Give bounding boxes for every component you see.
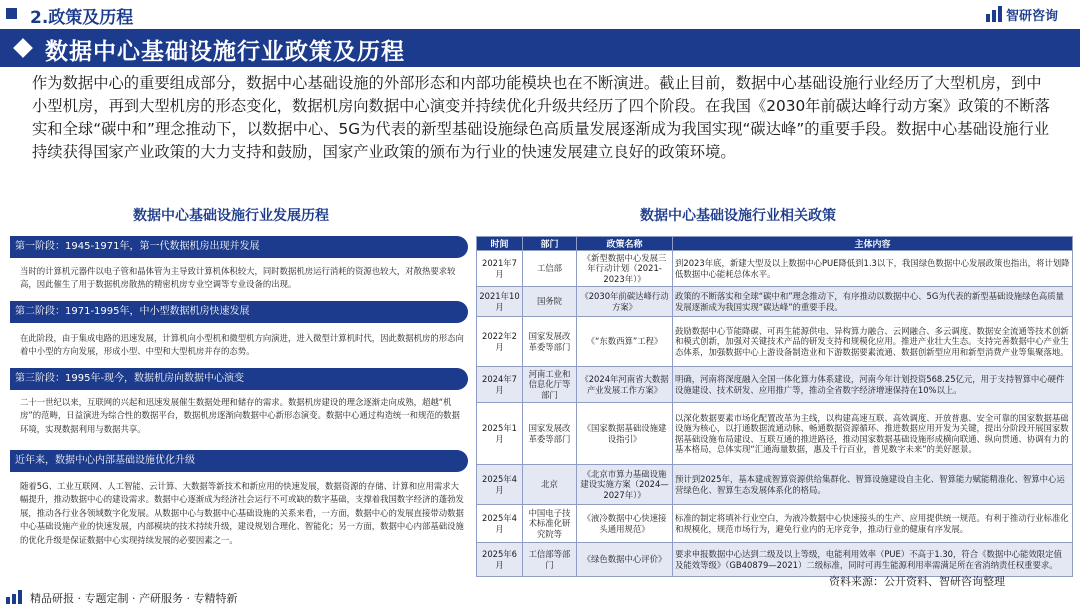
- row-time: 2024年7月: [477, 367, 523, 403]
- row-policy-name: 《“东数西算”工程》: [577, 317, 673, 367]
- stage-4-text: 随着5G、工业互联网、人工智能、云计算、大数据等新技术和新应用的快速发展，数据资源的存储、计算和应用需求大幅提升，推动数据中心的建设需求。数据中心逐渐成为经济社会运行不可或缺的数字基础，支撑着我国数字经济的蓬勃发展，推动各行业各领域数字化发展。从数据中心与数据中心基础设施的关系来看，一方面，数据中心的发展直接带动数据中心基础设施产业的快速发展，内部模块的技术持续升级，建设规划合理化、智能化；另一方面，数据中心内部基础设施的优化升级是保证数据中心实现持续发展的必要因素之一。: [20, 481, 464, 545]
- row-content: 预计到2025年，基本建成智算资源供给集群化、智算设施建设自主化、智算能力赋能精准化、智算中心运营绿色化、智算生态发展体系化的格局。: [673, 465, 1073, 505]
- row-time: 2022年2月: [477, 317, 523, 367]
- row-dept: 工信部等部门: [523, 543, 577, 577]
- row-time: 2025年1月: [477, 403, 523, 465]
- row-dept: 国务院: [523, 287, 577, 317]
- table-row: [477, 251, 1073, 287]
- row-dept: 中国电子技术标准化研究院等: [523, 505, 577, 543]
- header-time: 时间: [477, 237, 523, 251]
- row-policy-name: 《液冷数据中心快速接头通用规范》: [577, 505, 673, 543]
- table-row: [477, 465, 1073, 505]
- table-row: [477, 317, 1073, 367]
- stage-1-text: 当时的计算机元器件以电子管和晶体管为主导致计算机体积较大，同时数据机房运行消耗的资源也较大，对散热要求较高，因此催生了用于数据机房散热的精密机房专业空调等专业设备的出现。: [20, 266, 456, 290]
- row-dept: 河南工业和信息化厅等部门: [523, 367, 577, 403]
- stage-2-text: 在此阶段，由于集成电路的迅速发展，计算机向小型机和微型机方向演进，进入微型计算机时代，因此数据机房的形态向着中小型的方向发展，形成小型、中型和大型机房并存的态势。: [20, 333, 464, 357]
- history-title: 数据中心基础设施行业发展历程: [133, 208, 329, 224]
- stage-4-bar: 近年来，数据中心内部基础设施优化升级: [10, 450, 468, 472]
- diamond-icon: [13, 38, 33, 58]
- row-content: 鼓励数据中心节能降碳、可再生能源供电、异构算力融合、云网融合、多云调度、数据安全流通等技术创新和模式创新，加强对关键技术产品的研发支持和规模化应用。推进产业壮大生态。支持完善数据中心产业生态体系，加强数据中心上游设备制造业和下游数据要素流通、数据创新型应用和新型消费产业等集聚落地。: [673, 317, 1073, 367]
- table-header-row: [477, 237, 1073, 251]
- row-content: 标准的制定将填补行业空白，为液冷数据中心快速接头的生产、应用提供统一规范。有利于推动行业标准化和规模化，规范市场行为，避免行业内的无序竞争，推动行业的健康有序发展。: [673, 505, 1073, 543]
- header-dept: 部门: [523, 237, 577, 251]
- row-content: 政策的不断落实和全球“碳中和”理念推动下，有序推动以数据中心、5G为代表的新型基础设施绿色高质量发展逐渐成为我国实现“碳达峰”的重要手段。: [673, 287, 1073, 317]
- row-time: 2021年7月: [477, 251, 523, 287]
- stage-2-bar: 第二阶段：1971-1995年，中小型数据机房快速发展: [10, 301, 468, 323]
- row-content: 要求申报数据中心达到二级及以上等级，电能利用效率（PUE）不高于1.30，符合《数据中心能效限定值及能效等级》（GB40879—2021）二级标准，同时可再生能源利用率需满足所在省消纳责任权重要求。: [673, 543, 1073, 577]
- stage-1-bar: 第一阶段：1945-1971年，第一代数据机房出现并发展: [10, 236, 468, 258]
- policy-title: 数据中心基础设施行业相关政策: [640, 208, 836, 224]
- table-row: [477, 403, 1073, 465]
- policy-table: [476, 236, 1073, 577]
- row-policy-name: 《2024年河南省大数据产业发展工作方案》: [577, 367, 673, 403]
- table-row: [477, 367, 1073, 403]
- row-policy-name: 《北京市算力基础设施建设实施方案（2024—2027年）》: [577, 465, 673, 505]
- row-time: 2025年6月: [477, 543, 523, 577]
- row-policy-name: 《新型数据中心发展三年行动计划（2021-2023年）》: [577, 251, 673, 287]
- row-time: 2021年10月: [477, 287, 523, 317]
- row-time: 2025年4月: [477, 505, 523, 543]
- stage-3-bar: 第三阶段：1995年-现今，数据机房向数据中心演变: [10, 368, 468, 390]
- row-dept: 工信部: [523, 251, 577, 287]
- row-dept: 国家发展改革委等部门: [523, 317, 577, 367]
- footer-logo-icon: [6, 590, 24, 604]
- brand-logo-icon: [986, 6, 1002, 22]
- row-time: 2025年4月: [477, 465, 523, 505]
- footer-text: 精品研报 · 专题定制 · 产研服务 · 专精特新: [30, 592, 238, 605]
- footer: [0, 589, 1080, 605]
- header-policy-name: 政策名称: [577, 237, 673, 251]
- row-policy-name: 《绿色数据中心评价》: [577, 543, 673, 577]
- intro-paragraph: 作为数据中心的重要组成部分，数据中心基础设施的外部形态和内部功能模块也在不断演进。截止目前，数据中心基础设施行业经历了大型机房，到中小型机房，再到大型机房的形态变化，数据机房向数据中心演变并持续优化升级共经历了四个阶段。在我国《2030年前碳达峰行动方案》政策的不断落实和全球“碳中和”理念推动下，以数据中心、5G为代表的新型基础设施绿色高质量发展逐渐成为我国实现“碳达峰”的重要手段。数据中心基础设施行业持续获得国家产业政策的大力支持和鼓励，国家产业政策的颁布为行业的快速发展建立良好的政策环境。: [32, 74, 1050, 161]
- stage-3-text: 二十一世纪以来，互联网的兴起和迅速发展催生数据处理和储存的需求。数据机房建设的理念逐渐走向成熟，超越“机房”的范畴，日益演进为综合性的数据平台，数据机房逐渐向数据中心新形态演变。数据中心通过构造统一和规范的数据环境，实现数据利用与数据共享。: [20, 397, 460, 434]
- table-row: [477, 505, 1073, 543]
- row-policy-name: 《2030年前碳达峰行动方案》: [577, 287, 673, 317]
- section-title: 2.政策及历程: [30, 8, 134, 28]
- row-content: 以深化数据要素市场化配置改革为主线，以构建高速互联、高效调度、开放普惠、安全可靠的国家数据基础设施为核心，以打通数据流通动脉、畅通数据资源循环、推进数据应用开发为关键，提出分阶段开展国家数据基础设施布局建设、互联互通的推进路径，推动国家数据基础设施形成横向联通、纵向贯通、协调有力的基本格局，总体实现“汇通海量数据，惠及千行百业，普见数字未来”的美好愿景。: [673, 403, 1073, 465]
- source-note: 资料来源：公开资料、智研咨询整理: [829, 575, 1005, 588]
- table-row: [477, 543, 1073, 577]
- row-content: 到2023年底，新建大型及以上数据中心PUE降低到1.3以下，我国绿色数据中心发展政策也指出，将计划降低数据中心能耗总体水平。: [673, 251, 1073, 287]
- brand-logo: [986, 4, 1058, 24]
- page-title: 数据中心基础设施行业政策及历程: [45, 39, 405, 65]
- section-marker-icon: [6, 8, 17, 19]
- row-dept: 北京: [523, 465, 577, 505]
- header-content: 主体内容: [673, 237, 1073, 251]
- row-dept: 国家发展改革委等部门: [523, 403, 577, 465]
- title-banner: [0, 29, 1080, 67]
- row-content: 明确，河南将深度融入全国一体化算力体系建设，河南今年计划投资568.25亿元，用于支持智算中心硬件设施建设、技术研发、应用推广等，推动全省数字经济增速保持在10%以上。: [673, 367, 1073, 403]
- table-row: [477, 287, 1073, 317]
- brand-name: 智研咨询: [1006, 8, 1059, 24]
- row-policy-name: 《国家数据基础设施建设指引》: [577, 403, 673, 465]
- top-bar: [0, 0, 1080, 28]
